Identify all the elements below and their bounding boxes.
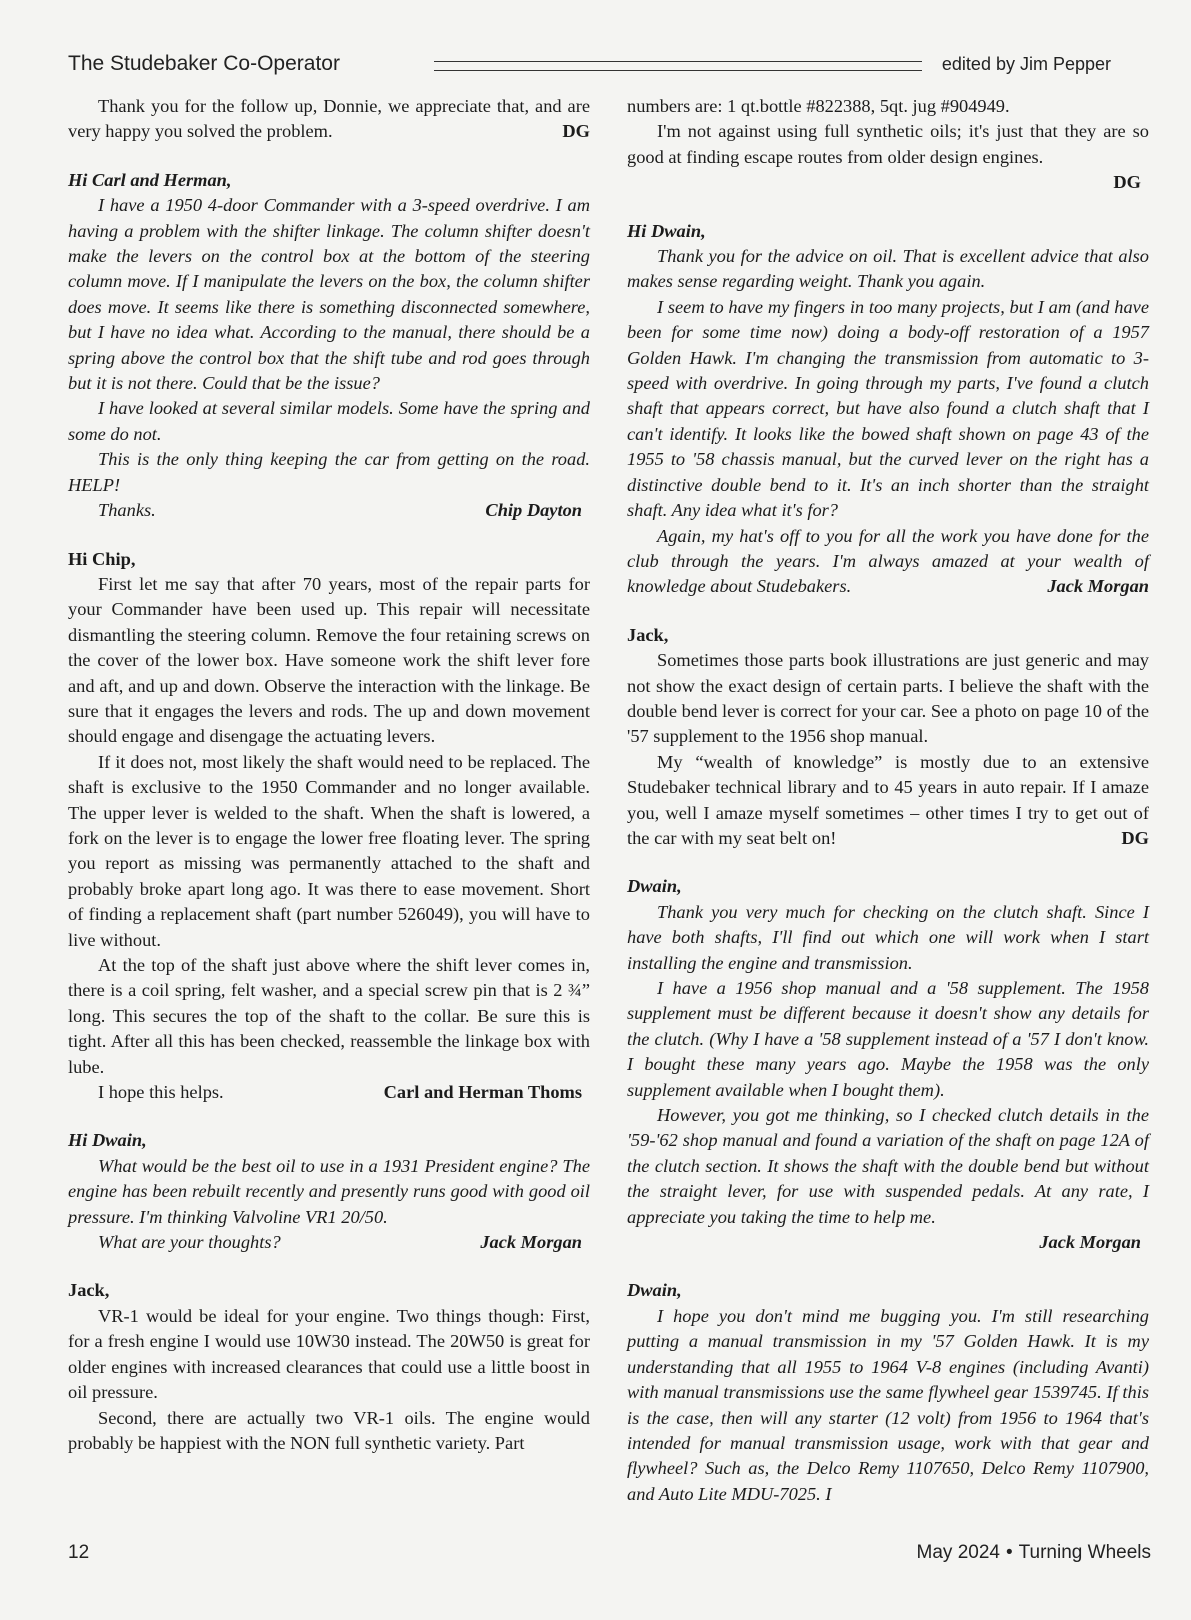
closing-line (68, 1080, 590, 1105)
salutation: Hi Chip, (68, 548, 136, 569)
letter-paragraph: What would be the best oil to use in a 1931 President engine? The engine has been rebuilt recently and presently runs good with good oil pressure. I'm thinking Valvoline VR1 20/50. (68, 1155, 590, 1227)
paragraph-text: Again, my hat's off to you for all the work you have done for the club through the years. I'm always amazed at your wealth of knowledge about Studebakers. (627, 525, 1149, 597)
editor-credit: edited by Jim Pepper (941, 54, 1111, 74)
issue-date: May 2024 (916, 1542, 1000, 1563)
closing-line (68, 1230, 590, 1255)
letter-paragraph: I hope you don't mind me bugging you. I'm still researching putting a manual transmission in my '57 Golden Hawk. It is my understanding that all 1955 to 1964 V-8 engines (including Avanti) with manual transmissions use the same flywheel gear 1539745. If this is the case, then will any starter (12 volt) from 1956 to 1964 that's intended for manual transmission usage, work with that gear and flywheel? Such as, the Delco Remy 1107650, Delco Remy 1107900, and Auto Lite MDU-7025. I (627, 1305, 1149, 1504)
bullet-separator: • (1005, 1542, 1013, 1563)
closing-text: I hope this helps. (98, 1082, 224, 1103)
letter-paragraph: This is the only thing keeping the car from getting on the road. HELP! (68, 449, 590, 495)
reply-paragraph: Sometimes those parts book illustrations are just generic and may not show the exact design of certain parts. I believe the shaft with the double bend lever is correct for your car. See a photo on page 10 of the '57 supplement to the 1956 shop manual. (627, 650, 1149, 747)
salutation: Jack, (68, 1280, 110, 1301)
right-column (627, 94, 1149, 1507)
letter-paragraph: I seem to have my fingers in too many projects, but I am (and have been for some time now) doing a body-off restoration of a 1957 Golden Hawk. I'm changing the transmission from automatic to 3-speed with overdrive. In going through my parts, I've found a clutch shaft that appears correct, but have also found a clutch shaft that I can't identify. It looks like the bowed shaft shown on page 43 of the 1955 to '58 chassis manual, but the curved lever on the right has a distinctive double bend to it. It's an inch shorter than the straight shaft. Any idea what it's for? (627, 296, 1149, 521)
letter-paragraph: However, you got me thinking, so I checked clutch details in the '59-'62 shop manual and found a variation of the shaft on page 12A of the clutch section. It shows the shaft with the double bend but without the straight lever, for use with suspended pedals. At any rate, I appreciate you taking the time to help me. (627, 1105, 1149, 1227)
salutation: Hi Carl and Herman, (68, 169, 232, 190)
letter-paragraph: Thank you very much for checking on the clutch shaft. Since I have both shafts, I'll find out which one will work when I start installing the engine and transmission. (627, 901, 1149, 973)
reply-paragraph (627, 750, 1149, 852)
magazine-name: Turning Wheels (1018, 1542, 1151, 1563)
salutation: Dwain, (627, 876, 682, 897)
reply-paragraph: First let me say that after 70 years, most of the repair parts for your Commander have been used up. This repair will necessitate dismantling the steering column. Remove the four retaining screws on the cover of the lower box. Have someone work the shift lever fore and aft, and up and down. Observe the interaction with the linkage. Be sure that it engages the levers and rods. The up and down movement should engage and disengage the actuating levers. (68, 573, 590, 747)
closing-line (68, 498, 590, 523)
header-rule (434, 61, 922, 71)
signature: Carl and Herman Thoms (383, 1082, 582, 1103)
salutation: Hi Dwain, (627, 220, 706, 241)
page-header (68, 52, 1151, 82)
paragraph-text: My “wealth of knowledge” is mostly due to an extensive Studebaker technical library and to 45 years in auto repair. If I amaze you, well I amaze myself sometimes – other times I try to get out of the car with my seat belt on! (627, 751, 1149, 848)
letter-paragraph: I have looked at several similar models. Some have the spring and some do not. (68, 398, 590, 444)
signature: Jack Morgan (1047, 576, 1149, 597)
reply-paragraph: numbers are: 1 qt.bottle #822388, 5qt. jug #904949. (627, 96, 1010, 116)
reply-paragraph: If it does not, most likely the shaft would need to be replaced. The shaft is exclusive to the 1950 Commander and no longer available. The upper lever is welded to the shaft. When the shaft is lowered, a fork on the lever is to engage the lower free floating lever. The spring you report as missing was permanently attached to the shaft and probably broke apart long ago. It was there to ease movement. Short of finding a replacement shaft (part number 526049), you will have to live without. (68, 751, 590, 950)
left-column (68, 94, 590, 1456)
closing-text: Thanks. (98, 500, 156, 521)
signature: DG (1121, 827, 1149, 848)
paragraph-text: Thank you for the follow up, Donnie, we appreciate that, and are very happy you solved the problem. (68, 96, 590, 142)
salutation: Dwain, (627, 1280, 682, 1301)
letter-paragraph (627, 524, 1149, 600)
footer-issue (917, 1542, 1151, 1564)
letter-paragraph: Thank you for the advice on oil. That is excellent advice that also makes sense regarding weight. Thank you again. (627, 246, 1149, 292)
signature: Chip Dayton (485, 500, 582, 521)
letter-paragraph (68, 94, 590, 145)
reply-paragraph: At the top of the shaft just above where the shift lever comes in, there is a coil spring, felt washer, and a special screw pin that is 2 ¾” long. This secures the top of the shaft to the collar. Be sure this is tight. After all this has been checked, reassemble the linkage box with lube. (68, 955, 590, 1077)
signature: Jack Morgan (480, 1232, 582, 1253)
signature: DG (562, 121, 590, 142)
reply-paragraph: I'm not against using full synthetic oils; it's just that they are so good at finding escape routes from older design engines. (627, 121, 1149, 167)
salutation: Hi Dwain, (68, 1130, 147, 1151)
signature: Jack Morgan (1039, 1232, 1141, 1253)
reply-paragraph: VR-1 would be ideal for your engine. Two things though: First, for a fresh engine I would use 10W30 instead. The 20W50 is great for older engines with increased clearances that could use a little boost in oil pressure. (68, 1305, 590, 1403)
closing-text: What are your thoughts? (98, 1232, 281, 1253)
letter-paragraph: I have a 1956 shop manual and a '58 supplement. The 1958 supplement must be different because it doesn't show any details for the clutch. (Why I have a '58 supplement instead of a '57 I don't know. I bought these many years ago. Maybe the 1958 was the only supplement available when I bought them). (627, 978, 1149, 1100)
publication-title: The Studebaker Co-Operator (68, 52, 340, 75)
letter-paragraph: I have a 1950 4-door Commander with a 3-speed overdrive. I am having a problem with the shifter linkage. The column shifter doesn't make the levers on the control box at the bottom of the steering column move. If I manipulate the levers on the box, the column shifter does move. It seems like there is something disconnected somewhere, but I have no idea what. According to the manual, there should be a spring above the control box that the shift tube and rod goes through but it is not there. Could that be the issue? (68, 195, 590, 394)
salutation: Jack, (627, 624, 669, 645)
signature: DG (1113, 172, 1141, 193)
page-number: 12 (68, 1542, 90, 1563)
reply-paragraph: Second, there are actually two VR-1 oils. The engine would probably be happiest with the NON full synthetic variety. Part (68, 1407, 590, 1453)
